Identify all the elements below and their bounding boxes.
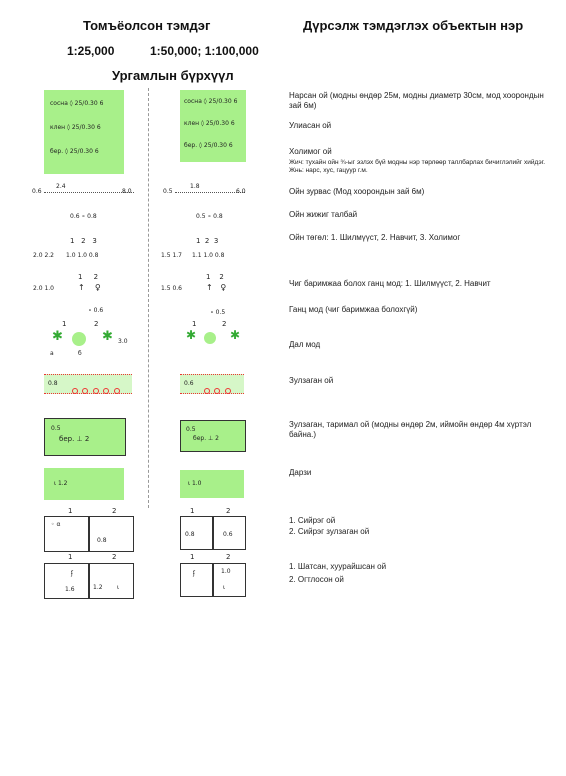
grove-numbers-25000: 1 2 3 (70, 237, 97, 245)
strip-value: 6.0 (236, 188, 246, 195)
palm-crown-icon (204, 332, 216, 344)
palm-icon: ✱ (230, 328, 241, 342)
object-column-title: Дүрсэлж тэмдэглэх объектын нэр (303, 18, 524, 33)
desc-note: Жич: тухайн ойн ¾-ыг эзлэх бүй модны нэр төрлөөр таллбарлах бичиглэлийг хийдэг. Жнь: нарс, хус, гацуур г.м. (289, 159, 546, 174)
sparse-number: 2 (112, 507, 117, 515)
small-area-symbol-25000: 0.6 ∘ 0.8 (70, 213, 97, 220)
forest-strip-line-50000 (175, 192, 245, 193)
burnt-number: 1 (68, 553, 73, 561)
desc-pine-forest: Нарсан ой (модны өндөр 25м, модны диаметр 30см, мод хоорондын зай 6м) (289, 91, 544, 110)
forest-formula: бер. ◊ 25/0.30 6 (184, 142, 233, 149)
cut-mark: ι (117, 584, 120, 591)
palm-symbol-50000 (180, 318, 250, 358)
desc-landmark-tree: Чиг баримжаа болох ганц мод: 1. Шилмүүст, 2. Навчит (289, 279, 491, 288)
desc-aspen-forest: Улиасан ой (289, 121, 332, 130)
palm-number: 1 (192, 320, 197, 328)
darzi-value: ɩ 1.2 (54, 480, 68, 487)
forest-formula: бер. ◊ 25/0.30 6 (50, 148, 99, 155)
desc-single-tree: Ганц мод (чиг баримжаа болохгүй) (289, 305, 418, 314)
forest-formula: клен ◊ 25/0.30 6 (50, 124, 101, 131)
sparse-number: 2 (226, 507, 231, 515)
palm-label-b: б (78, 350, 82, 357)
palm-number: 2 (222, 320, 227, 328)
landmark-tree-icon: ↑ ♀ (78, 283, 101, 292)
desc-sparse-young-forest: 2. Сийрэг зулзаган ой (289, 527, 370, 536)
strip-value: 8.0 (122, 188, 132, 195)
young-forest-value: 0.8 (48, 380, 58, 387)
cut-forest-symbol-25000 (88, 563, 134, 599)
scale-50000-100000: 1:50,000; 1:100,000 (150, 44, 259, 58)
palm-icon: ✱ (186, 328, 197, 342)
symbol-column-title: Томъёолсон тэмдэг (83, 18, 211, 33)
sparse-value: 0.8 (185, 531, 195, 538)
planted-forest-symbol-25000 (44, 418, 126, 456)
tree-label: 2.0 1.0 (33, 285, 54, 292)
grove-values: 1.0 1.0 0.8 (66, 252, 99, 259)
planted-value: 0.5 (51, 425, 61, 432)
darzi-symbol-25000 (44, 468, 124, 500)
tree-label: 1.5 0.6 (161, 285, 182, 292)
cut-value: 1.0 (221, 568, 231, 575)
tree-value: ∘ 0.5 (210, 309, 226, 316)
desc-planted-forest: Зулзаган, таримал ой (модны өндөр 2м, иймойн өндөр 4м хүртэл байна.) (289, 420, 532, 439)
young-forest-symbol-50000 (180, 374, 244, 394)
forest-formula: сосна ◊ 25/0.30 6 (184, 98, 238, 105)
scale-25000: 1:25,000 (67, 44, 115, 58)
forest-formula: клен ◊ 25/0.30 6 (184, 120, 235, 127)
small-area-symbol-50000: 0.5 ∘ 0.8 (196, 213, 223, 220)
young-forest-symbol-25000 (44, 374, 132, 394)
palm-number: 1 (62, 320, 67, 328)
burnt-forest-symbol-25000 (44, 563, 90, 599)
shrub-circle-icon (204, 381, 231, 399)
palm-crown-icon (72, 332, 86, 346)
landmark-tree-numbers-25000: 1 2 (78, 273, 99, 281)
grove-label: 1.5 1.7 (161, 252, 182, 259)
sparse-number: 1 (190, 507, 195, 515)
burnt-mark: ʄ (71, 570, 74, 577)
palm-number: 2 (94, 320, 99, 328)
column-divider (148, 88, 149, 508)
burnt-mark: ʄ (193, 570, 196, 577)
darzi-value: ɩ 1.0 (188, 480, 202, 487)
desc-burnt-forest: 1. Шатсан, хуурайшсан ой (289, 562, 387, 571)
desc-cut-forest: 2. Огтлосон ой (289, 575, 344, 584)
forest-symbol-50000 (180, 90, 246, 162)
palm-label-a: a (50, 350, 54, 357)
forest-formula: сосна ◊ 25/0.30 6 (50, 100, 104, 107)
section-title: Ургамлын бүрхүүл (112, 68, 234, 83)
palm-symbol-25000 (42, 318, 132, 358)
burnt-number: 1 (190, 553, 195, 561)
strip-value: 0.6 (32, 188, 42, 195)
burnt-number: 2 (226, 553, 231, 561)
sparse-forest-symbol-50000 (180, 516, 214, 550)
sparse-young-forest-symbol-25000 (88, 516, 134, 552)
desc-palm: Дал мод (289, 340, 321, 349)
desc-small-forest-area: Ойн жижиг талбай (289, 210, 358, 219)
sparse-number: 1 (68, 507, 73, 515)
desc-mixed-forest: Холимог ой (289, 147, 332, 156)
strip-value: 0.5 (163, 188, 173, 195)
sparse-forest-symbol-25000 (44, 516, 90, 552)
sparse-mark: ◦ α (51, 521, 61, 528)
palm-icon: ✱ (52, 328, 63, 343)
planted-label: бер. ⊥ 2 (193, 435, 219, 442)
desc-darzi: Дарзи (289, 468, 312, 477)
sparse-young-value: 0.8 (97, 537, 107, 544)
desc-groves: Ойн төгөл: 1. Шилмүүст, 2. Навчит, 3. Холимог (289, 233, 461, 242)
young-forest-value: 0.6 (184, 380, 194, 387)
planted-label: бер. ⊥ 2 (59, 435, 90, 443)
sparse-young-forest-symbol-50000 (212, 516, 246, 550)
cut-value: 1.2 (93, 584, 103, 591)
grove-numbers-50000: 1 2 3 (196, 237, 219, 245)
strip-spacing: 1.8 (190, 183, 200, 190)
shrub-circle-icon (72, 381, 120, 399)
grove-values: 1.1 1.0 0.8 (192, 252, 225, 259)
sparse-young-value: 0.6 (223, 531, 233, 538)
landmark-tree-icon: ↑ ♀ (206, 283, 227, 292)
tree-value: ∘ 0.6 (88, 307, 104, 314)
strip-spacing: 2.4 (56, 183, 66, 190)
planted-forest-symbol-50000 (180, 420, 246, 452)
darzi-symbol-50000 (180, 470, 244, 498)
grove-label: 2.0 2.2 (33, 252, 54, 259)
desc-forest-strip: Ойн зурвас (Мод хоорондын зай 6м) (289, 187, 425, 196)
desc-sparse-forest: 1. Сийрэг ой (289, 516, 336, 525)
burnt-value: 1.6 (65, 586, 75, 593)
burnt-forest-symbol-50000 (180, 563, 214, 597)
burnt-number: 2 (112, 553, 117, 561)
cut-mark: ɩ (223, 584, 226, 591)
palm-value: 3.0 (118, 338, 128, 345)
landmark-tree-numbers-50000: 1 2 (206, 273, 224, 281)
palm-icon: ✱ (102, 328, 113, 343)
forest-strip-line-25000 (44, 192, 134, 193)
forest-symbol-25000 (44, 90, 124, 174)
cut-forest-symbol-50000 (212, 563, 246, 597)
desc-young-forest: Зулзаган ой (289, 376, 334, 385)
planted-value: 0.5 (186, 426, 196, 433)
